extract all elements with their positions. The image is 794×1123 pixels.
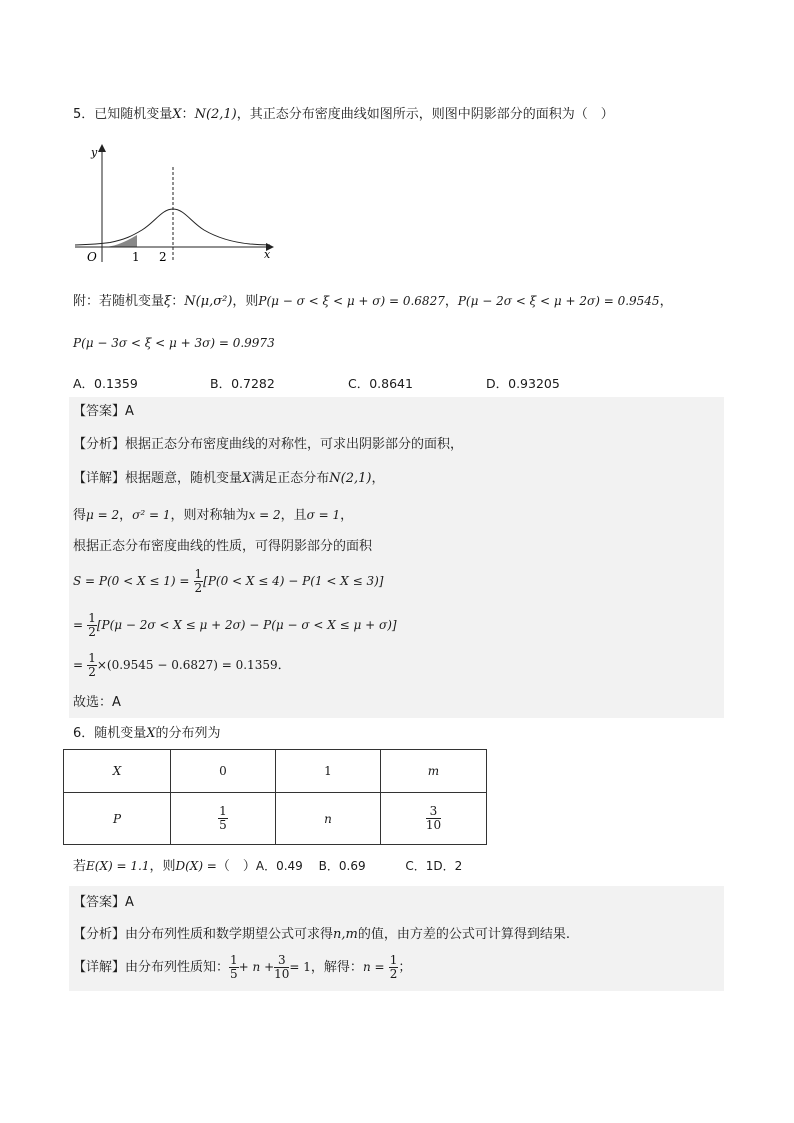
- fraction-one-half: $\frac{1}{2}$: [389, 953, 398, 981]
- origin-label: O: [87, 250, 97, 264]
- fraction-one-fifth: $\frac{1}{5}$: [230, 953, 238, 981]
- q5-option-d: D．0.93205: [486, 376, 560, 391]
- q5-analysis: 【分析】根据正态分布密度曲线的对称性，可求出阴影部分的面积，: [73, 437, 464, 452]
- shaded-region: [102, 235, 137, 247]
- table-cell: X: [64, 750, 171, 793]
- q5-mu-line: 得μ = 2，σ² = 1，则对称轴为x = 2，且σ = 1，: [73, 508, 354, 523]
- q6-given: 若E(X) = 1.1，则D(X) =（ ）A．0.49 B．0.69 C．1D．2: [73, 859, 463, 874]
- q5-appendix-line1: 附：若随机变量ξ：N(μ,σ²)，则P(μ − σ < ξ < μ + σ) = 0.6827，P(μ − 2σ < ξ < μ + 2σ) = 0.9545，: [73, 294, 673, 309]
- table-row: [64, 793, 487, 845]
- q6-stem: 6．随机变量X的分布列为: [73, 726, 221, 741]
- table-cell: [171, 793, 276, 845]
- table-cell: P: [64, 793, 171, 845]
- table-cell: n: [276, 793, 381, 845]
- q6-answer: 【答案】A: [73, 895, 134, 910]
- table-cell: 0: [171, 750, 276, 793]
- fraction-one-half: $\frac{1}{2}$: [194, 567, 203, 595]
- fraction-one-fifth: $\frac{1}{5}$: [219, 804, 227, 832]
- normal-curve-graph: [70, 140, 280, 265]
- tick-label-2: 2: [159, 250, 167, 264]
- q5-option-b: B．0.7282: [210, 376, 275, 391]
- table-cell: [381, 793, 487, 845]
- y-axis-label: y: [91, 146, 98, 159]
- fraction-one-half: $\frac{1}{2}$: [88, 611, 96, 639]
- q5-choice: 故选：A: [73, 695, 121, 710]
- q5-option-a: A．0.1359: [73, 376, 138, 391]
- q6-analysis: 【分析】由分布列性质和数学期望公式可求得n,m的值，由方差的公式可计算得到结果.: [73, 927, 570, 942]
- fraction-three-tenths: $\frac{3}{10}$: [274, 953, 290, 981]
- q6-detail: 【详解】由分布列性质知： $\frac{1}{5}$ + n + $\frac{3}{10}$ = 1，解得：n = $\frac{1}{2}$ ；: [73, 953, 412, 981]
- fraction-three-tenths: $\frac{3}{10}$: [425, 804, 442, 832]
- q5-eq2: = $\frac{1}{2}$ [P(μ − 2σ < X ≤ μ + 2σ) − P(μ − σ < X ≤ μ + σ)]: [73, 611, 397, 639]
- distribution-table: [63, 749, 487, 845]
- q5-eq3: = $\frac{1}{2}$ ×(0.9545 − 0.6827) = 0.1359．: [73, 651, 291, 679]
- q5-detail: 【详解】根据题意，随机变量X满足正态分布N(2,1)，: [73, 471, 385, 486]
- q5-property-line: 根据正态分布密度曲线的性质，可得阴影部分的面积: [73, 539, 373, 554]
- q5-answer: 【答案】A: [73, 404, 134, 419]
- table-cell: 1: [276, 750, 381, 793]
- q5-appendix-line2: P(μ − 3σ < ξ < μ + 3σ) = 0.9973: [73, 336, 275, 350]
- table-cell: m: [381, 750, 487, 793]
- tick-label-1: 1: [132, 250, 140, 264]
- q5-eq1: S = P(0 < X ≤ 1) = $\frac{1}{2}$ [P(0 < X ≤ 4) − P(1 < X ≤ 3)]: [73, 567, 384, 595]
- x-axis-label: x: [264, 248, 271, 261]
- table-row: [64, 750, 487, 793]
- fraction-one-half: $\frac{1}{2}$: [88, 651, 96, 679]
- q5-option-c: C．0.8641: [348, 376, 413, 391]
- q5-stem: 5．已知随机变量X：N(2,1)，其正态分布密度曲线如图所示，则图中阴影部分的面积为（ ）: [73, 107, 614, 122]
